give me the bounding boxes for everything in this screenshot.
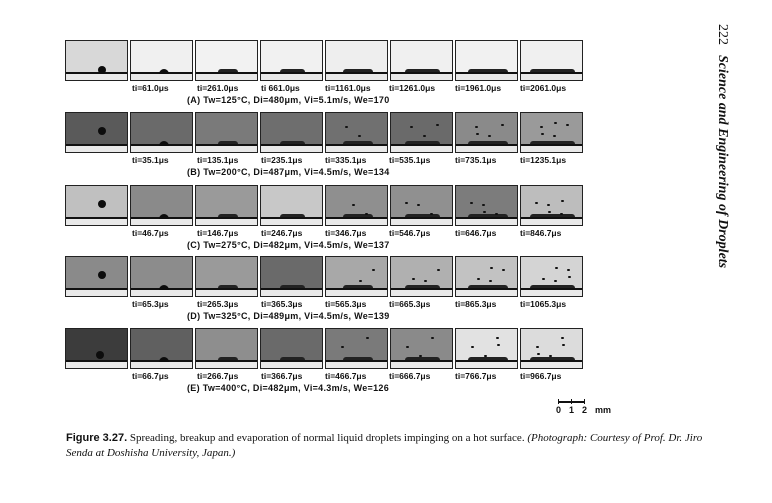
surface-base [196,219,257,225]
photo-frame [195,328,258,369]
spreading-film [468,69,508,72]
photo-strip [65,256,585,299]
time-label: ti=735.1μs [455,155,497,165]
time-label: ti=1235.1μs [520,155,567,165]
hot-surface-line [261,288,322,290]
spreading-film [530,357,575,360]
time-label: ti=66.7μs [132,371,169,381]
row-d [65,256,585,323]
photo-strip [65,40,585,83]
hot-surface-line [521,72,582,74]
surface-base [521,219,582,225]
surface-base [521,290,582,296]
condition-line [65,240,585,252]
photo-frame [65,328,128,369]
surface-base [326,146,387,152]
secondary-droplet [561,337,564,339]
surface-base [456,362,517,368]
surface-base [521,362,582,368]
secondary-droplet [549,355,552,357]
secondary-droplet [553,135,556,137]
scale-label-0: 0 [556,405,562,415]
hot-surface-line [66,288,127,290]
secondary-droplet [417,204,420,206]
time-labels [65,299,585,311]
spreading-film [280,141,305,144]
photo-frame [455,185,518,226]
hot-surface-line [66,144,127,146]
surface-base [196,290,257,296]
photo-frame [455,40,518,81]
scale-label-1: 1 [569,405,575,415]
time-label: ti=565.3μs [325,299,367,309]
secondary-droplet [554,122,557,124]
photo-frame [260,256,323,297]
time-label: ti=65.3μs [132,299,169,309]
surface-base [456,290,517,296]
droplet [159,69,169,74]
time-label: ti=2061.0μs [520,83,567,93]
condition-text: (D) Tw=325°C, Di=489μm, Vi=4.5m/s, We=139 [187,311,390,321]
secondary-droplet [430,213,433,215]
surface-base [196,146,257,152]
secondary-droplet [359,280,362,282]
photo-frame [65,40,128,81]
spreading-film [218,357,238,360]
hot-surface-line [456,144,517,146]
surface-base [66,219,127,225]
condition-line [65,383,585,395]
time-label: ti=666.7μs [389,371,431,381]
droplet [98,200,106,208]
time-labels [65,371,585,383]
time-labels [65,228,585,240]
time-label: ti=1065.3μs [520,299,567,309]
secondary-droplet [352,204,355,206]
condition-line [65,95,585,107]
scale-tick-0 [558,399,559,404]
hot-surface-line [261,72,322,74]
photo-frame [455,256,518,297]
time-labels [65,83,585,95]
surface-base [456,146,517,152]
time-label: ti=766.7μs [455,371,497,381]
photo-frame [260,40,323,81]
spreading-film [468,214,508,217]
row-c [65,185,585,252]
time-label: ti=235.1μs [261,155,303,165]
spreading-film [343,285,373,288]
spreading-film [280,357,305,360]
hot-surface-line [66,72,127,74]
time-label: ti=646.7μs [455,228,497,238]
photo-frame [325,328,388,369]
time-label: ti=535.1μs [389,155,431,165]
surface-base [456,219,517,225]
time-label: ti=1261.0μs [389,83,436,93]
secondary-droplet [484,355,487,357]
spreading-film [218,285,238,288]
time-label: ti=146.7μs [197,228,239,238]
secondary-droplet [470,202,473,204]
surface-base [391,290,452,296]
figure-label: Figure 3.27. [66,432,128,444]
secondary-droplet [358,135,361,137]
photo-frame [65,112,128,153]
photo-frame [520,40,583,81]
scale-label-2: 2 [582,405,588,415]
time-label: ti=466.7μs [325,371,367,381]
hot-surface-line [456,288,517,290]
spreading-film [343,69,373,72]
photo-frame [520,328,583,369]
hot-surface-line [456,72,517,74]
time-label: ti=266.7μs [197,371,239,381]
surface-base [131,146,192,152]
photo-strip [65,112,585,155]
secondary-droplet [562,344,565,346]
time-label: ti=135.1μs [197,155,239,165]
hot-surface-line [456,360,517,362]
hot-surface-line [521,360,582,362]
surface-base [391,146,452,152]
spreading-film [405,141,440,144]
surface-base [131,74,192,80]
photo-frame [520,112,583,153]
row-e [65,328,585,395]
surface-base [326,74,387,80]
surface-base [66,290,127,296]
secondary-droplet [502,269,505,271]
surface-base [261,219,322,225]
secondary-droplet [431,337,434,339]
spreading-film [343,357,373,360]
secondary-droplet [406,346,409,348]
row-a [65,40,585,107]
spreading-film [405,357,440,360]
spreading-film [530,214,575,217]
secondary-droplet [541,133,544,135]
photo-frame [130,112,193,153]
droplet [96,351,104,359]
time-label: ti=265.3μs [197,299,239,309]
photo-frame [325,185,388,226]
secondary-droplet [483,211,486,213]
spreading-film [405,214,440,217]
photo-frame [390,328,453,369]
secondary-droplet [341,346,344,348]
droplet [159,141,169,146]
photo-frame [260,328,323,369]
secondary-droplet [424,280,427,282]
hot-surface-line [66,360,127,362]
secondary-droplet [365,213,368,215]
hot-surface-line [196,144,257,146]
spreading-film [468,285,508,288]
surface-base [391,219,452,225]
hot-surface-line [196,360,257,362]
hot-surface-line [456,217,517,219]
photo-frame [390,185,453,226]
book-title: Science and Engineering of Droplets [715,55,730,269]
surface-base [261,74,322,80]
spreading-film [218,141,238,144]
time-label: ti=966.7μs [520,371,562,381]
hot-surface-line [521,288,582,290]
photo-frame [130,328,193,369]
hot-surface-line [391,360,452,362]
surface-base [131,362,192,368]
secondary-droplet [566,124,569,126]
photo-frame [325,40,388,81]
time-label: ti=366.7μs [261,371,303,381]
spreading-film [280,69,305,72]
spreading-film [343,214,373,217]
secondary-droplet [547,204,550,206]
hot-surface-line [261,217,322,219]
photo-frame [195,256,258,297]
secondary-droplet [537,353,540,355]
spreading-film [405,285,440,288]
hot-surface-line [326,144,387,146]
time-label: ti=846.7μs [520,228,562,238]
time-label: ti 661.0μs [261,83,300,93]
time-label: ti=1161.0μs [325,83,371,93]
spreading-film [530,285,575,288]
condition-line [65,167,585,179]
surface-base [391,74,452,80]
secondary-droplet [490,267,493,269]
time-label: ti=61.0μs [132,83,169,93]
photo-frame [390,40,453,81]
time-label: ti=46.7μs [132,228,169,238]
secondary-droplet [437,269,440,271]
surface-base [261,290,322,296]
hot-surface-line [196,217,257,219]
secondary-droplet [372,269,375,271]
running-head [716,24,730,324]
time-label: ti=35.1μs [132,155,169,165]
secondary-droplet [477,278,480,280]
secondary-droplet [471,346,474,348]
hot-surface-line [196,72,257,74]
scale-bar [555,399,625,419]
surface-base [391,362,452,368]
secondary-droplet [423,135,426,137]
hot-surface-line [391,72,452,74]
secondary-droplet [540,126,543,128]
time-label: ti=346.7μs [325,228,367,238]
photo-frame [520,256,583,297]
spreading-film [280,214,305,217]
hot-surface-line [326,217,387,219]
hot-surface-line [326,360,387,362]
spreading-film [468,357,508,360]
time-label: ti=546.7μs [389,228,431,238]
hot-surface-line [196,288,257,290]
secondary-droplet [476,133,479,135]
hot-surface-line [391,144,452,146]
time-label: ti=365.3μs [261,299,303,309]
photo-frame [195,185,258,226]
time-labels [65,155,585,167]
photo-frame [325,112,388,153]
secondary-droplet [495,213,498,215]
secondary-droplet [542,278,545,280]
photo-frame [390,256,453,297]
droplet [98,66,106,74]
photo-frame [260,112,323,153]
secondary-droplet [412,278,415,280]
surface-base [131,219,192,225]
secondary-droplet [488,135,491,137]
secondary-droplet [419,355,422,357]
secondary-droplet [535,202,538,204]
caption-text: Spreading, breakup and evaporation of normal liquid droplets impinging on a hot surface. [127,432,528,444]
spreading-film [530,69,575,72]
surface-base [326,290,387,296]
page-number: 222 [715,24,730,45]
secondary-droplet [567,269,570,271]
droplet [159,214,169,219]
secondary-droplet [496,337,499,339]
secondary-droplet [548,211,551,213]
photo-strip [65,328,585,371]
photo-frame [65,185,128,226]
secondary-droplet [560,213,563,215]
photo-frame [65,256,128,297]
surface-base [66,146,127,152]
photo-frame [195,40,258,81]
surface-base [131,290,192,296]
secondary-droplet [475,126,478,128]
surface-base [261,362,322,368]
hot-surface-line [261,360,322,362]
time-label: ti=246.7μs [261,228,303,238]
hot-surface-line [521,217,582,219]
condition-text: (C) Tw=275°C, Di=482μm, Vi=4.5m/s, We=137 [187,240,390,250]
spreading-film [218,214,238,217]
secondary-droplet [536,346,539,348]
surface-base [196,74,257,80]
figure-caption [66,431,706,461]
droplet [98,127,106,135]
scale-tick-1 [571,399,572,404]
secondary-droplet [489,280,492,282]
hot-surface-line [66,217,127,219]
photo-frame [195,112,258,153]
photo-credit: (Photograph: Courtesy of Prof. Dr. Jiro Senda at Doshisha University, Japan.) [66,432,703,459]
droplet [159,357,169,362]
spreading-film [218,69,238,72]
condition-line [65,311,585,323]
surface-base [326,362,387,368]
photo-frame [130,256,193,297]
secondary-droplet [555,267,558,269]
secondary-droplet [482,204,485,206]
secondary-droplet [554,280,557,282]
surface-base [521,146,582,152]
hot-surface-line [391,288,452,290]
condition-text: (E) Tw=400°C, Di=482μm, Vi=4.3m/s, We=126 [187,383,390,393]
droplet [98,271,106,279]
hot-surface-line [261,144,322,146]
hot-surface-line [326,288,387,290]
condition-text: (B) Tw=200°C, Di=487μm, Vi=4.5m/s, We=134 [187,167,390,177]
surface-base [66,74,127,80]
surface-base [456,74,517,80]
scale-tick-2 [584,399,585,404]
secondary-droplet [568,276,571,278]
photo-frame [260,185,323,226]
secondary-droplet [405,202,408,204]
scale-unit: mm [595,405,612,415]
droplet [159,285,169,290]
time-label: ti=335.1μs [325,155,367,165]
surface-base [326,219,387,225]
photo-frame [325,256,388,297]
condition-text: (A) Tw=125°C, Di=480μm, Vi=5.1m/s, We=170 [187,95,390,105]
photo-frame [390,112,453,153]
photo-frame [130,185,193,226]
secondary-droplet [410,126,413,128]
secondary-droplet [561,200,564,202]
secondary-droplet [436,124,439,126]
surface-base [196,362,257,368]
spreading-film [530,141,575,144]
secondary-droplet [497,344,500,346]
photo-frame [130,40,193,81]
hot-surface-line [326,72,387,74]
spreading-film [468,141,508,144]
time-label: ti=865.3μs [455,299,497,309]
surface-base [66,362,127,368]
photo-frame [520,185,583,226]
row-b [65,112,585,179]
spreading-film [343,141,373,144]
time-label: ti=1961.0μs [455,83,502,93]
time-label: ti=665.3μs [389,299,431,309]
photo-frame [455,112,518,153]
secondary-droplet [366,337,369,339]
time-label: ti=261.0μs [197,83,239,93]
secondary-droplet [501,124,504,126]
secondary-droplet [345,126,348,128]
surface-base [521,74,582,80]
hot-surface-line [391,217,452,219]
photo-strip [65,185,585,228]
spreading-film [405,69,440,72]
surface-base [261,146,322,152]
photo-frame [455,328,518,369]
hot-surface-line [521,144,582,146]
spreading-film [280,285,305,288]
